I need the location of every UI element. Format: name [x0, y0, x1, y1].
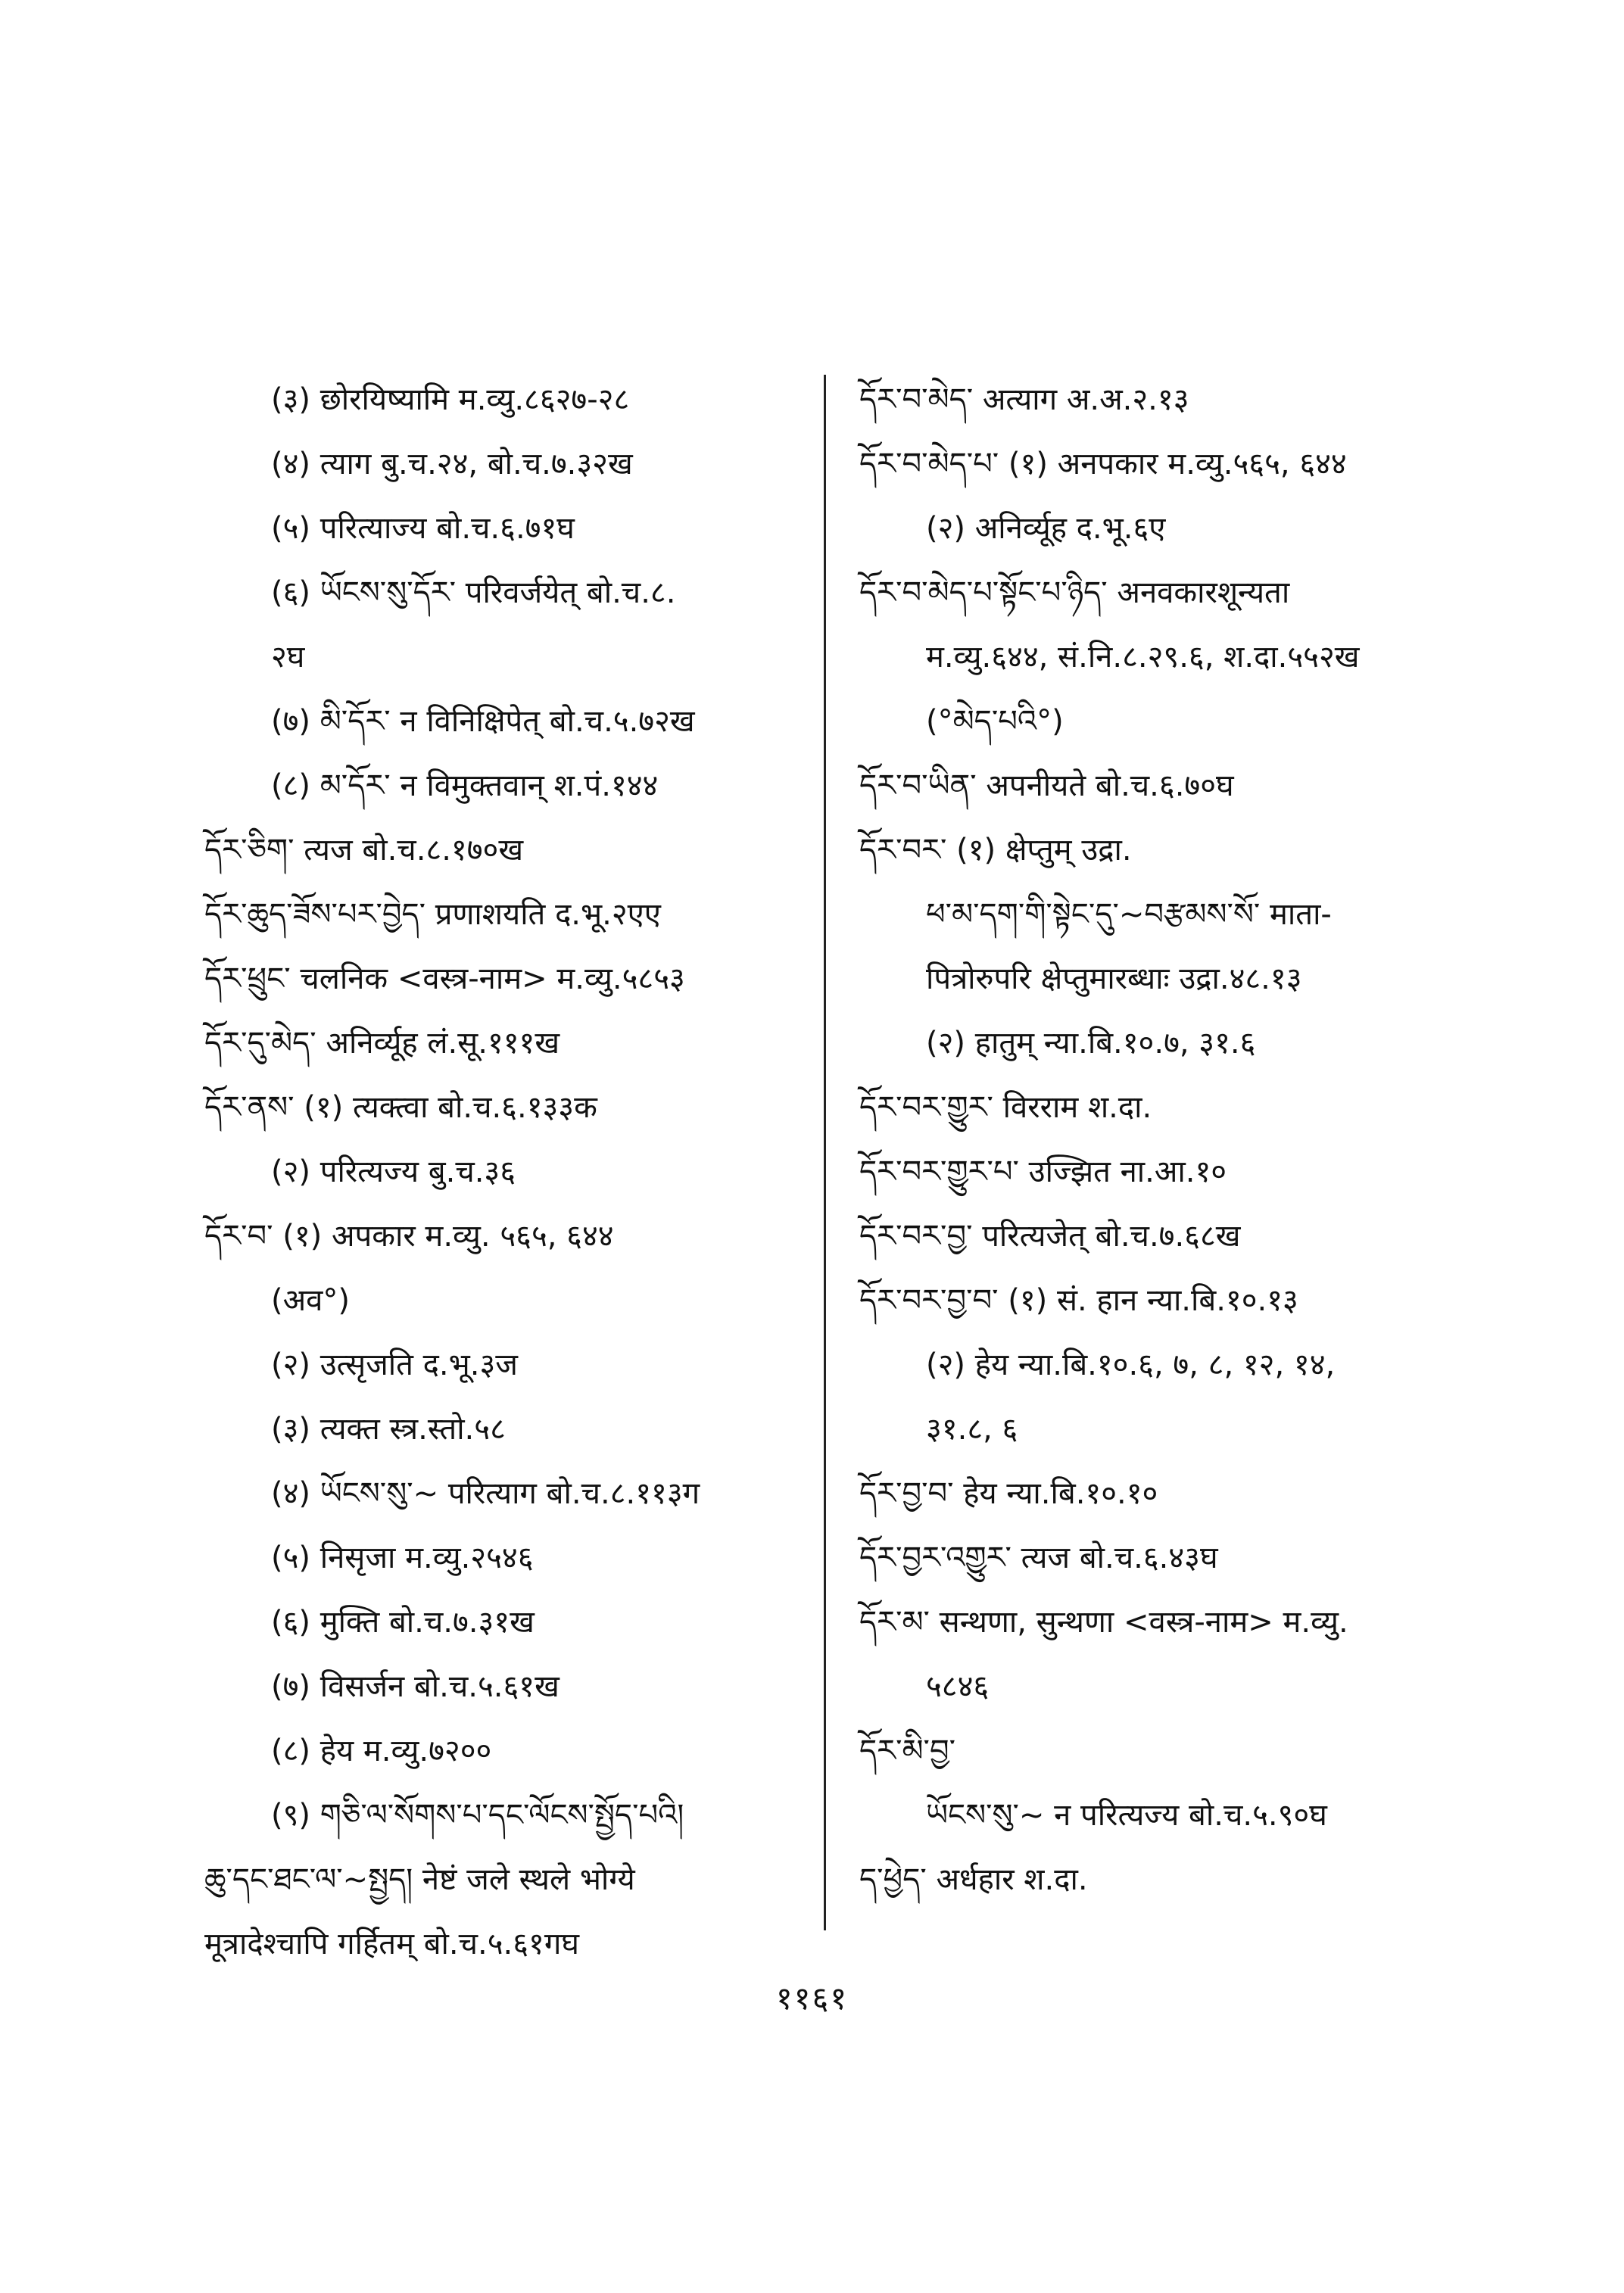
entry: དོར་ཅིག་ त्यज बो.च.८.१७०ख [204, 833, 524, 868]
entry: དོར་དུ་མེད་ अनिर्व्यूह लं.सू.१११ख [204, 1026, 560, 1061]
entry: དོར་བྱ་བ་ हेय न्या.बि.१०.१० [859, 1476, 1158, 1511]
entry: (७) विसर्जन बो.च.५.६१ख [271, 1669, 560, 1704]
page-number: ११६१ [775, 1980, 849, 2017]
entry: དོར་བར་ (१) क्षेप्तुम् उद्रा. [859, 833, 1132, 868]
entry: དོར་བར་བྱ་ परित्यजेत् बो.च.७.६८ख [859, 1219, 1241, 1254]
entry: (६) मुक्ति बो.च.७.३१ख [271, 1605, 535, 1640]
entry: དོར་ཆུད་ཟོས་པར་བྱེད་ प्रणाशयति द.भू.२एए [204, 897, 661, 932]
entry: (५) परित्याज्य बो.च.६.७१घ [271, 511, 575, 546]
entry: དོར་ཕྲུང་ चलनिक <वस्त्र-नाम> म.व्यु.५८५३ [204, 961, 685, 996]
entry: (८) མ་དོར་ न विमुक्तवान् श.पं.१४४ [271, 768, 659, 803]
entry-continuation: म.व्यु.६४४, सं.नि.८.२९.६, श.दा.५५२ख [926, 640, 1360, 675]
entry: དོར་མ་ सन्थणा, सुन्थणा <वस्त्र-नाम> म.व्यु. ५८४६ [859, 1605, 1457, 1704]
entry: ད་ཕྱེད་ अर्धहार श.दा. [859, 1862, 1088, 1897]
right-column [859, 382, 1457, 1927]
entry-continuation: ५८४६ [926, 1669, 990, 1704]
entry: དོར་བྱར་འགྱུར་ त्यज बो.च.६.४३घ [859, 1541, 1218, 1575]
entry: (७) མི་དོར་ न विनिक्षिपेत् बो.च.५.७२ख [271, 704, 695, 739]
entry: (२) हेय न्या.बि.१०.६, ७, ८, १२, १४, ३१.८, ६ [859, 1347, 1457, 1447]
entry: (२) उत्सृजति द.भू.३ज [271, 1347, 518, 1382]
entry: (८) हेय म.व्यु.७२०० [271, 1734, 492, 1768]
entry: དོར་བ་མེད་ अत्याग अ.अ.२.१३ [859, 382, 1189, 417]
entry: (६) ཡོངས་སུ་དོར་ परिवर्जयेत् बो.च.८. २घ [204, 575, 803, 675]
entry-continuation: (अव°) [271, 1283, 351, 1318]
entry: ཡོངས་སུ་~ न परित्यज्य बो.च.५.९०घ [926, 1798, 1327, 1833]
entry: (४) ཡོངས་སུ་~ परित्याग बो.च.८.११३ग [271, 1476, 700, 1511]
entry: ཕ་མ་དག་གི་སྟེང་དུ་~བརྩམས་སོ་ माता- पित्रोरुपरि क्षेप्तुमारब्धाः उद्रा.४८.१३ [859, 897, 1457, 996]
entry: དོར་བ་མེད་པ་ (१) अनपकार म.व्यु.५६५, ६४४ [859, 447, 1347, 481]
entry: དོར་བར་གྱུར་པ་ उज्झित ना.आ.१० [859, 1154, 1227, 1189]
entry: དོར་མི་བྱ་ [859, 1734, 955, 1768]
entry: (२) अनिर्व्यूह द.भू.६ए [926, 511, 1166, 546]
entry: དོར་བ་མེད་པ་སྟོང་པ་ཉིད་ अनवकारशून्यता म.व्यु.६४४, सं.नि.८.२९.६, श.दा.५५२ख (°མེད་པའི°) [859, 575, 1457, 739]
entry-continuation: ३१.८, ६ [926, 1412, 1018, 1447]
entry: (३) छोरयिष्यामि म.व्यु.८६२७-२८ [271, 382, 630, 417]
entry: དོར་བར་བྱ་བ་ (१) सं. हान न्या.बि.१०.१३ [859, 1283, 1298, 1318]
entry-continuation: २घ [271, 640, 305, 675]
entry-continuation: ཆུ་དང་ཐང་ལ་~སྤྱད། नेष्टं जले स्थले भोग्ये [204, 1862, 635, 1897]
column-divider [824, 375, 826, 1930]
entry-continuation: पित्रोरुपरि क्षेप्तुमारब्धाः उद्रा.४८.१३ [926, 961, 1302, 996]
left-column [204, 382, 803, 1991]
entry: (२) हातुम् न्या.बि.१०.७, ३१.६ [926, 1026, 1256, 1061]
entry-continuation: (°མེད་པའི°) [926, 704, 1064, 739]
entry: དོར་བ་ (१) अपकार म.व्यु. ५६५, ६४४ (अव°) [204, 1219, 803, 1318]
entry: (२) परित्यज्य बु.च.३६ [271, 1154, 516, 1189]
entry: (४) त्याग बु.च.२४, बो.च.७.३२ख [271, 447, 633, 481]
entry-continuation: मूत्रादेश्चापि गर्हितम् बो.च.५.६१गघ [204, 1927, 580, 1961]
entry: དོར་བ་ཡིན་ अपनीयते बो.च.६.७०घ [859, 768, 1234, 803]
entry: (३) त्यक्त स्त्र.स्तो.५८ [271, 1412, 506, 1447]
entry: (९) གཅི་ལ་སོགས་པ་དང་ལོངས་སྤྱོད་པའི། ཆུ་དང་ཐང་ལ་~སྤྱད། नेष्टं जले स्थले भोग्ये मूत्रादेश्चापि गर्हितम् बो.च.५.६१गघ [204, 1798, 803, 1961]
entry: དོར་བར་གྱུར་ विरराम श.दा. [859, 1090, 1152, 1125]
entry: དོར་ནས་ (१) त्यक्त्वा बो.च.६.१३३क [204, 1090, 597, 1125]
entry: (५) निसृजा म.व्यु.२५४६ [271, 1541, 534, 1575]
